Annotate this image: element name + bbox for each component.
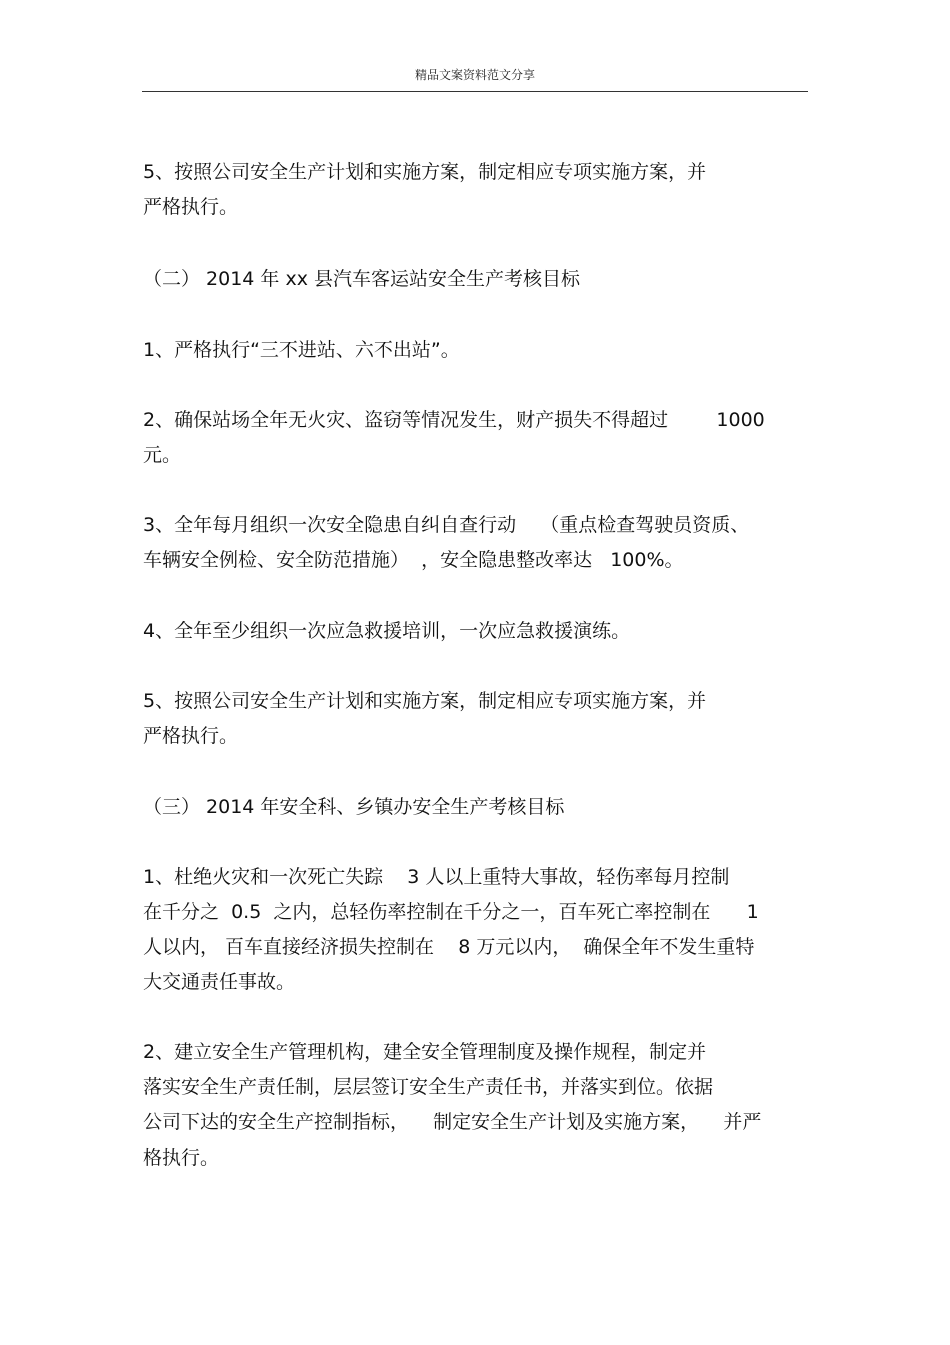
body-line: 公司下达的安全生产控制指标， 制定安全生产计划及实施方案， 并严	[143, 1111, 762, 1133]
body-line: 3、全年每月组织一次安全隐患自纠自查行动 （重点检查驾驶员资质、	[143, 514, 750, 536]
body-line: 人以内， 百车直接经济损失控制在 8 万元以内， 确保全年不发生重特	[143, 936, 755, 958]
body-line: 4、全年至少组织一次应急救援培训，一次应急救援演练。	[143, 620, 631, 642]
body-line: 元。	[143, 444, 182, 466]
body-line: 在千分之 0.5 之内，总轻伤率控制在千分之一，百车死亡率控制在 1	[143, 901, 759, 923]
body-line: 车辆安全例检、安全防范措施） ，安全隐患整改率达 100%。	[143, 549, 684, 571]
body-line: 严格执行。	[143, 196, 239, 218]
section-heading: （二） 2014 年 xx 县汽车客运站安全生产考核目标	[143, 268, 581, 290]
body-line: 格执行。	[143, 1147, 220, 1169]
body-line: 5、按照公司安全生产计划和实施方案，制定相应专项实施方案，并	[143, 690, 707, 712]
body-line: 1、严格执行“三不进站、六不出站”。	[143, 339, 460, 361]
page-header: 精品文案资料范文分享	[414, 68, 535, 82]
section-heading: （三） 2014 年安全科、乡镇办安全生产考核目标	[143, 796, 565, 818]
body-line: 落实安全生产责任制，层层签订安全生产责任书，并落实到位。依据	[143, 1076, 714, 1098]
body-line: 1、杜绝火灾和一次死亡失踪 3 人以上重特大事故，轻伤率每月控制	[143, 866, 730, 888]
body-line: 2、建立安全生产管理机构，建全安全管理制度及操作规程，制定并	[143, 1041, 707, 1063]
header-divider	[142, 91, 808, 92]
body-line: 2、确保站场全年无火灾、盗窃等情况发生，财产损失不得超过 1000	[143, 409, 765, 431]
body-line: 严格执行。	[143, 725, 239, 747]
body-line: 5、按照公司安全生产计划和实施方案，制定相应专项实施方案，并	[143, 161, 707, 183]
body-line: 大交通责任事故。	[143, 971, 296, 993]
